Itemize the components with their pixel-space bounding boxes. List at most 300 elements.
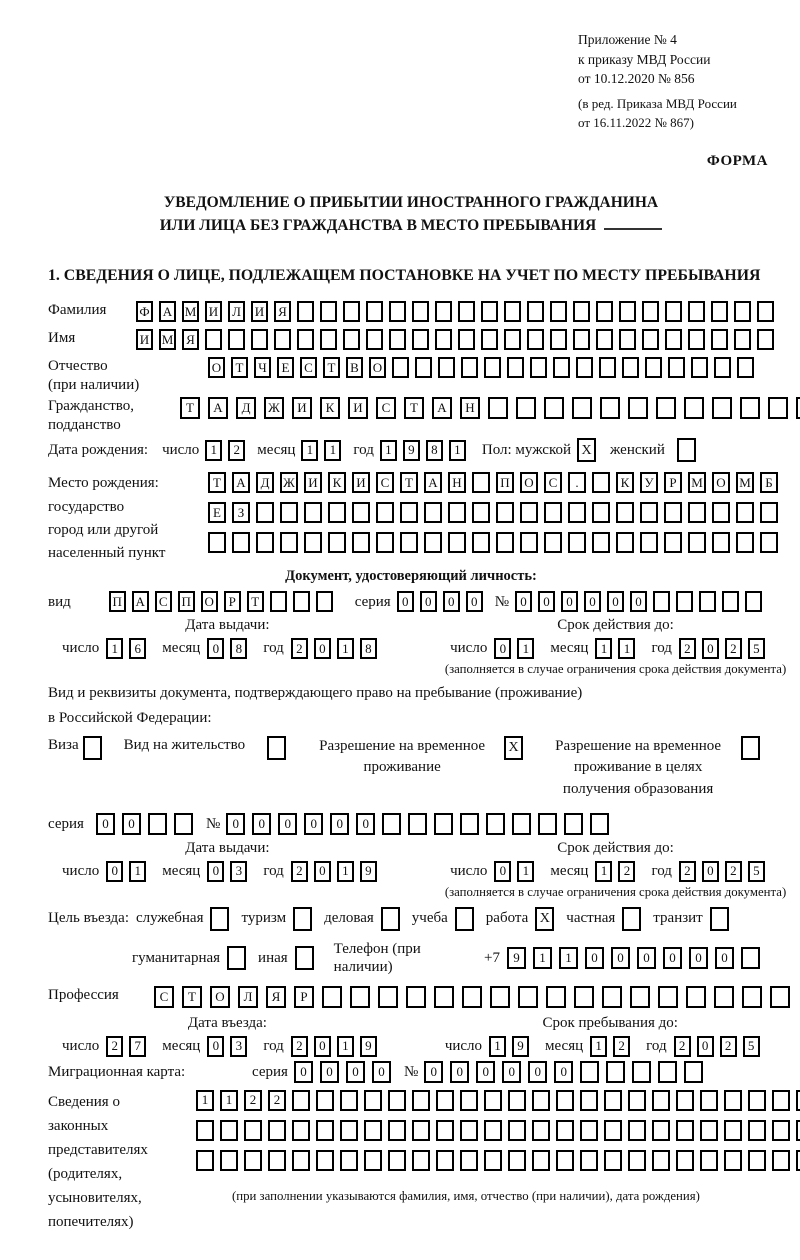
phone-prefix: +7 [484, 950, 500, 967]
char-cell [604, 1150, 622, 1171]
char-cell [320, 301, 337, 322]
char-cell: 5 [743, 1036, 760, 1057]
char-cell: С [376, 472, 394, 493]
char-cell: К [328, 472, 346, 493]
char-cell [512, 813, 531, 835]
char-cell [556, 1150, 574, 1171]
char-cell [490, 986, 510, 1008]
char-cell: О [712, 472, 730, 493]
char-cell [532, 1120, 550, 1141]
char-cell [316, 591, 333, 612]
representatives-label-block [48, 1090, 196, 1234]
entry-month-cells [207, 1036, 253, 1057]
char-cell: О [520, 472, 538, 493]
char-cell [688, 532, 706, 553]
char-cell [462, 986, 482, 1008]
char-cell [796, 397, 800, 419]
char-cell: 3 [230, 861, 247, 882]
char-cell [210, 907, 229, 931]
char-cell: 0 [584, 591, 601, 612]
char-cell [504, 301, 521, 322]
char-cell: 8 [426, 440, 443, 461]
char-cell [389, 329, 406, 350]
char-cell: П [178, 591, 195, 612]
char-cell [712, 502, 730, 523]
char-cell [350, 986, 370, 1008]
char-cell: 2 [720, 1036, 737, 1057]
char-cell [645, 357, 662, 378]
char-cell [699, 591, 716, 612]
char-cell [740, 397, 760, 419]
char-cell [736, 502, 754, 523]
birthplace-label-block [48, 472, 208, 565]
char-cell [700, 1150, 718, 1171]
char-cell: 0 [356, 813, 375, 835]
permit-valid-heading: Срок действия до: [557, 839, 674, 856]
doc-valid-month-cells [595, 638, 641, 659]
char-cell [712, 532, 730, 553]
permit-valid-day-label: число [450, 862, 488, 879]
char-cell: 0 [207, 1036, 224, 1057]
char-cell [460, 1120, 478, 1141]
char-cell: 0 [689, 947, 708, 969]
char-cell [538, 813, 557, 835]
char-cell [592, 502, 610, 523]
char-cell: М [182, 301, 199, 322]
purpose-business-label: деловая [324, 910, 374, 927]
birthplace-cells-row-2 [208, 502, 784, 523]
sex-female-checkbox [677, 438, 696, 462]
char-cell [640, 532, 658, 553]
form-title [48, 191, 774, 238]
char-cell: 7 [129, 1036, 146, 1057]
char-cell [381, 907, 400, 931]
char-cell: 0 [630, 591, 647, 612]
char-cell [796, 1120, 800, 1141]
char-cell: 0 [314, 1036, 331, 1057]
stay-year-cells [674, 1036, 766, 1057]
char-cell: С [300, 357, 317, 378]
char-cell: 2 [291, 861, 308, 882]
patronymic-cells [208, 357, 760, 378]
char-cell: 9 [512, 1036, 529, 1057]
char-cell [486, 813, 505, 835]
doc-series-cells [397, 591, 489, 612]
doc-issue-month-cells [207, 638, 253, 659]
doc-series-label: серия [354, 593, 391, 610]
char-cell: У [640, 472, 658, 493]
birth-date-label: Дата рождения: [48, 441, 149, 458]
char-cell: 2 [228, 440, 245, 461]
purpose-private-checkbox [622, 907, 641, 931]
char-cell [748, 1090, 766, 1111]
char-cell: 0 [466, 591, 483, 612]
char-cell [530, 357, 547, 378]
char-cell: 0 [637, 947, 656, 969]
char-cell: 1 [337, 638, 354, 659]
doc-issue-date-heading: Дата выдачи: [185, 617, 270, 634]
permit-valid-month-label: месяц [550, 862, 589, 879]
char-cell [481, 329, 498, 350]
birth-year-label: год [353, 441, 374, 458]
char-cell: И [352, 472, 370, 493]
char-cell: О [201, 591, 218, 612]
char-cell [572, 397, 592, 419]
doc-issue-date-group [62, 616, 393, 659]
char-cell: 0 [528, 1061, 547, 1083]
char-cell: 1 [595, 638, 612, 659]
char-cell: 0 [554, 1061, 573, 1083]
char-cell [564, 813, 583, 835]
char-cell [458, 301, 475, 322]
char-cell [268, 1150, 286, 1171]
char-cell [606, 1061, 625, 1083]
char-cell [232, 532, 250, 553]
char-cell [748, 1150, 766, 1171]
char-cell: Т [182, 986, 202, 1008]
doc-issue-day-cells [106, 638, 152, 659]
char-cell [712, 397, 732, 419]
char-cell [573, 301, 590, 322]
char-cell [652, 1090, 670, 1111]
char-cell [652, 1150, 670, 1171]
char-cell: О [369, 357, 386, 378]
char-cell: 0 [538, 591, 555, 612]
char-cell [316, 1120, 334, 1141]
temp-residence-label: Разрешение на временное проживание [319, 737, 486, 776]
stay-day-label: число [444, 1038, 483, 1055]
char-cell [256, 502, 274, 523]
char-cell: X [504, 736, 523, 760]
birthplace-label-1: Место рождения: [48, 475, 159, 492]
permit-series-label: серия [48, 815, 84, 832]
char-cell [724, 1090, 742, 1111]
char-cell [676, 591, 693, 612]
char-cell [532, 1150, 550, 1171]
char-cell: 2 [613, 1036, 630, 1057]
char-cell [340, 1090, 358, 1111]
char-cell: 1 [220, 1090, 238, 1111]
char-cell [438, 357, 455, 378]
char-cell [378, 986, 398, 1008]
title-blank-underline [604, 216, 662, 230]
revision-line-1: (в ред. Приказа МВД России [578, 95, 737, 111]
char-cell: 0 [502, 1061, 521, 1083]
char-cell [256, 532, 274, 553]
char-cell [516, 397, 536, 419]
order-line-1: к приказу МВД России [578, 51, 711, 67]
appendix-line: Приложение № 4 [578, 32, 677, 47]
permit-number-label: № [205, 815, 221, 832]
char-cell [304, 532, 322, 553]
char-cell: Н [460, 397, 480, 419]
char-cell: 1 [533, 947, 552, 969]
char-cell [268, 1120, 286, 1141]
permit-valid-year-label: год [651, 862, 672, 879]
temp-residence-edu-label: Разрешение на временное проживание в целях получения образования [555, 737, 722, 798]
char-cell [550, 329, 567, 350]
char-cell [461, 357, 478, 378]
doc-number-cells [515, 591, 768, 612]
birthplace-label-4: населенный пункт [48, 545, 166, 562]
char-cell [472, 532, 490, 553]
char-cell: Ч [254, 357, 271, 378]
char-cell: 5 [748, 861, 765, 882]
representatives-label-3: представителях [48, 1141, 148, 1158]
char-cell [328, 502, 346, 523]
char-cell: И [251, 301, 268, 322]
char-cell [366, 301, 383, 322]
char-cell: 0 [252, 813, 271, 835]
char-cell: 0 [515, 591, 532, 612]
visa-label: Виза [48, 736, 79, 753]
patronymic-label-block [48, 357, 208, 395]
permit-valid-date-group [445, 839, 786, 901]
birth-month-cells [301, 440, 347, 461]
char-cell: С [376, 397, 396, 419]
purpose-private-label: частная [566, 910, 616, 927]
form-title-line-2: ИЛИ ЛИЦА БЕЗ ГРАЖДАНСТВА В МЕСТО ПРЕБЫВАНИЯ [159, 217, 597, 235]
char-cell [741, 736, 760, 760]
doc-valid-date-group [445, 616, 786, 678]
char-cell [742, 986, 762, 1008]
char-cell: 1 [559, 947, 578, 969]
char-cell: И [292, 397, 312, 419]
char-cell: А [159, 301, 176, 322]
char-cell: С [154, 986, 174, 1008]
residence-permit-label: Вид на жительство [123, 736, 246, 753]
char-cell: П [496, 472, 514, 493]
stay-until-group [445, 1014, 776, 1057]
name-cells [136, 329, 780, 350]
char-cell: Т [208, 472, 226, 493]
char-cell: А [432, 397, 452, 419]
char-cell: 9 [360, 1036, 377, 1057]
char-cell: 9 [360, 861, 377, 882]
char-cell [741, 947, 760, 969]
purpose-business-checkbox [381, 907, 400, 931]
char-cell: 5 [748, 638, 765, 659]
purpose-tourism-checkbox [293, 907, 312, 931]
purpose-study-checkbox [455, 907, 474, 931]
char-cell: 0 [494, 861, 511, 882]
char-cell [724, 1150, 742, 1171]
purpose-work-label: работа [485, 910, 529, 927]
char-cell [527, 329, 544, 350]
char-cell [297, 329, 314, 350]
char-cell: 0 [702, 638, 719, 659]
char-cell [604, 1120, 622, 1141]
char-cell: 2 [291, 638, 308, 659]
char-cell [267, 736, 286, 760]
name-label: Имя [48, 330, 76, 347]
char-cell [205, 329, 222, 350]
char-cell [366, 329, 383, 350]
char-cell [630, 986, 650, 1008]
char-cell [293, 907, 312, 931]
char-cell: Я [182, 329, 199, 350]
citizenship-label-block [48, 397, 180, 435]
char-cell: О [210, 986, 230, 1008]
char-cell: 0 [278, 813, 297, 835]
char-cell [448, 502, 466, 523]
char-cell [616, 532, 634, 553]
char-cell: 2 [291, 1036, 308, 1057]
char-cell: 6 [129, 638, 146, 659]
char-cell [544, 397, 564, 419]
char-cell [656, 397, 676, 419]
char-cell [448, 532, 466, 553]
char-cell [504, 329, 521, 350]
char-cell [772, 1090, 790, 1111]
char-cell [737, 357, 754, 378]
birth-year-cells [380, 440, 472, 461]
char-cell: 0 [450, 1061, 469, 1083]
char-cell [628, 397, 648, 419]
char-cell [665, 329, 682, 350]
char-cell [343, 301, 360, 322]
char-cell [270, 591, 287, 612]
char-cell: 2 [244, 1090, 262, 1111]
char-cell [435, 301, 452, 322]
representatives-note: (при заполнении указываются фамилия, имя, отчество (при наличии), дата рождения) [232, 1188, 700, 1203]
char-cell: 1 [106, 638, 123, 659]
char-cell: Я [266, 986, 286, 1008]
order-line-2: от 10.12.2020 № 856 [578, 71, 695, 87]
form-title-line-1: УВЕДОМЛЕНИЕ О ПРИБЫТИИ ИНОСТРАННОГО ГРАЖДАНИНА [163, 194, 659, 212]
doc-kind-cells [109, 591, 339, 612]
surname-cells [136, 301, 780, 322]
char-cell [628, 1090, 646, 1111]
char-cell: 8 [360, 638, 377, 659]
char-cell [455, 907, 474, 931]
char-cell [293, 591, 310, 612]
patronymic-note: (при наличии) [48, 377, 140, 394]
doc-valid-year-cells [679, 638, 771, 659]
char-cell [388, 1120, 406, 1141]
char-cell [508, 1150, 526, 1171]
entry-year-label: год [263, 1038, 284, 1055]
char-cell: 1 [337, 861, 354, 882]
char-cell [590, 813, 609, 835]
char-cell [596, 301, 613, 322]
char-cell [770, 986, 790, 1008]
permit-issue-day-cells [106, 861, 152, 882]
char-cell [316, 1090, 334, 1111]
char-cell [400, 532, 418, 553]
char-cell [619, 301, 636, 322]
char-cell: 0 [494, 638, 511, 659]
char-cell [724, 1120, 742, 1141]
char-cell: И [205, 301, 222, 322]
char-cell: 0 [304, 813, 323, 835]
purpose-work-checkbox [535, 907, 554, 931]
char-cell: К [320, 397, 340, 419]
char-cell: X [535, 907, 554, 931]
char-cell [772, 1150, 790, 1171]
stay-month-label: месяц [545, 1038, 584, 1055]
char-cell [714, 357, 731, 378]
permit-issue-month-cells [207, 861, 253, 882]
char-cell [576, 357, 593, 378]
char-cell: 1 [590, 1036, 607, 1057]
char-cell [616, 502, 634, 523]
char-cell: Т [231, 357, 248, 378]
migration-card-label: Миграционная карта: [48, 1063, 186, 1080]
char-cell [507, 357, 524, 378]
char-cell [722, 591, 739, 612]
identity-doc-heading: Документ, удостоверяющий личность: [285, 568, 537, 585]
char-cell: 1 [205, 440, 222, 461]
char-cell: 2 [106, 1036, 123, 1057]
char-cell: Д [236, 397, 256, 419]
char-cell: Т [247, 591, 264, 612]
char-cell [677, 438, 696, 462]
char-cell [496, 532, 514, 553]
char-cell [83, 736, 102, 760]
char-cell [408, 813, 427, 835]
char-cell: С [544, 472, 562, 493]
char-cell [436, 1120, 454, 1141]
purpose-official-label: служебная [135, 910, 204, 927]
char-cell: 2 [674, 1036, 691, 1057]
char-cell [546, 986, 566, 1008]
char-cell [580, 1150, 598, 1171]
char-cell [653, 591, 670, 612]
entry-date-heading: Дата въезда: [187, 1015, 267, 1032]
char-cell [382, 813, 401, 835]
phone-cells [507, 947, 767, 969]
permit-restriction-note: (заполняется в случае ограничения срока действия документа) [444, 884, 787, 899]
purpose-official-checkbox [210, 907, 229, 931]
char-cell: А [232, 472, 250, 493]
char-cell: 0 [372, 1061, 391, 1083]
char-cell [796, 1150, 800, 1171]
char-cell: 0 [663, 947, 682, 969]
char-cell: 0 [207, 861, 224, 882]
char-cell: . [568, 472, 586, 493]
char-cell [297, 301, 314, 322]
char-cell [412, 1150, 430, 1171]
char-cell: 0 [346, 1061, 365, 1083]
char-cell [532, 1090, 550, 1111]
char-cell [691, 357, 708, 378]
char-cell: Ф [136, 301, 153, 322]
char-cell [436, 1150, 454, 1171]
char-cell [220, 1150, 238, 1171]
representatives-label-1: Сведения о [48, 1093, 120, 1110]
char-cell: М [736, 472, 754, 493]
char-cell [376, 532, 394, 553]
doc-valid-month-label: месяц [550, 640, 589, 657]
char-cell [460, 813, 479, 835]
char-cell: 2 [618, 861, 635, 882]
visa-checkbox [83, 736, 102, 760]
migration-number-label: № [403, 1063, 419, 1080]
char-cell: 1 [595, 861, 612, 882]
purpose-humanitarian-checkbox [227, 946, 246, 970]
char-cell [435, 329, 452, 350]
char-cell [757, 329, 774, 350]
char-cell: 1 [489, 1036, 506, 1057]
char-cell: Е [277, 357, 294, 378]
phone-label: Телефон (при наличии) [333, 940, 421, 976]
char-cell [412, 1090, 430, 1111]
char-cell [388, 1150, 406, 1171]
char-cell [553, 357, 570, 378]
char-cell [434, 813, 453, 835]
char-cell [688, 502, 706, 523]
